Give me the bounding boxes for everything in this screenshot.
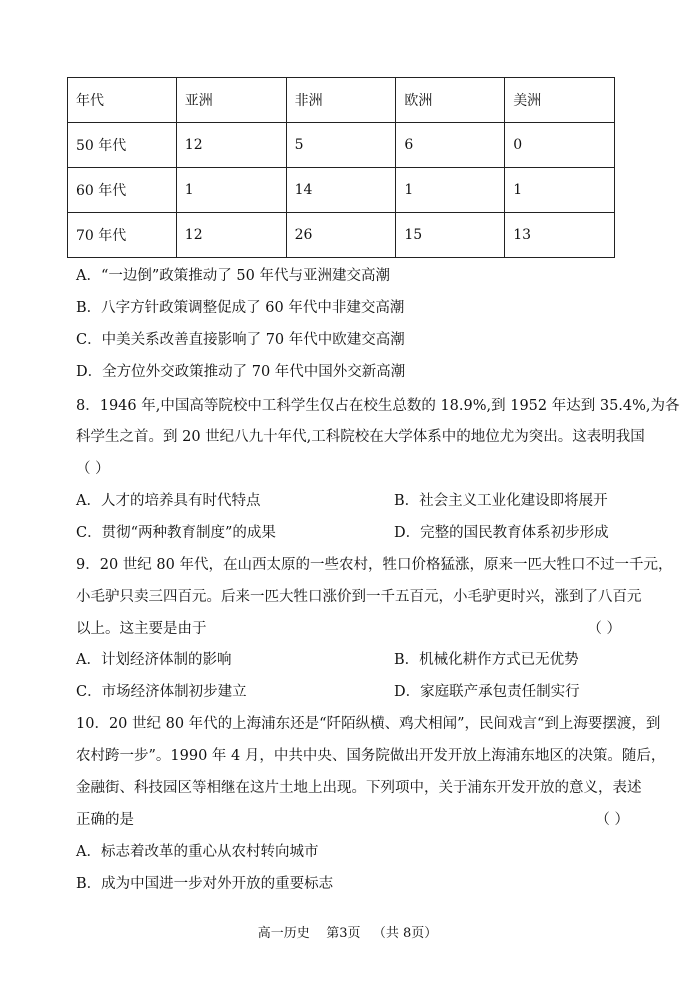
q8-answer-bracket: （ ） (76, 461, 110, 477)
table-header-cell: 年代 (68, 78, 177, 123)
q10-stem-line4 (76, 810, 629, 830)
q8-options-row1 (76, 491, 621, 511)
page-footer: 高一历史 第3页 （共 8页） (257, 926, 438, 941)
table-header-cell: 欧洲 (396, 78, 505, 123)
q9-answer-bracket: （ ） (587, 621, 621, 637)
q7-option-c: C．中美关系改善直接影响了 70 年代中欧建交高潮 (76, 332, 405, 348)
q8-stem-line1: 8．1946 年,中国高等院校中工科学生仅占在校生总数的 18.9%,到 1952 年达到 35.4%,为各 (76, 398, 680, 414)
table-cell: 26 (286, 213, 396, 258)
table-header-cell: 亚洲 (176, 78, 286, 123)
table-cell: 15 (396, 213, 505, 258)
q10-answer-bracket: （ ） (595, 812, 629, 828)
table-header-row (68, 78, 615, 123)
q8-options-row2 (76, 523, 621, 543)
table-row (68, 123, 615, 168)
q10-option-a: A．标志着改革的重心从农村转向城市 (76, 844, 319, 860)
q8-option-a: A．人才的培养具有时代特点 (76, 493, 261, 509)
q9-stem-line3-text: 以上。这主要是由于 (76, 621, 207, 637)
q7-option-d: D．全方位外交政策推动了 70 年代中国外交新高潮 (76, 364, 406, 380)
q7-option-b: B．八字方针政策调整促成了 60 年代中非建交高潮 (76, 300, 405, 316)
q10-stem-line1: 10．20 世纪 80 年代的上海浦东还是“阡陌纵横、鸡犬相闻”，民间戏言“到上海要摆渡，到 (76, 716, 661, 732)
q10-stem-line4-text: 正确的是 (76, 812, 134, 828)
q7-option-a: A．“一边倒”政策推动了 50 年代与亚洲建交高潮 (76, 268, 390, 284)
table-cell: 1 (505, 168, 615, 213)
table-cell: 12 (176, 213, 286, 258)
table-cell: 14 (286, 168, 396, 213)
q8-stem-line2: 科学生之首。到 20 世纪八九十年代,工科院校在大学体系中的地位尤为突出。这表明我国 (76, 429, 645, 445)
table-cell: 6 (396, 123, 505, 168)
q10-stem-line2: 农村跨一步”。1990 年 4 月，中共中央、国务院做出开发开放上海浦东地区的决策。随后， (76, 748, 666, 764)
q8-option-c: C．贯彻“两种教育制度”的成果 (76, 525, 276, 541)
table-cell: 5 (286, 123, 396, 168)
q9-stem-line2: 小毛驴只卖三四百元。后来一匹大牲口涨价到一千五百元，小毛驴更时兴，涨到了八百元 (76, 589, 642, 605)
table-cell: 0 (505, 123, 615, 168)
q10-option-b: B．成为中国进一步对外开放的重要标志 (76, 876, 334, 892)
q8-option-d: D．完整的国民教育体系初步形成 (394, 525, 609, 541)
q8-option-b: B．社会主义工业化建设即将展开 (394, 493, 608, 509)
table-header-cell: 美洲 (505, 78, 615, 123)
q9-option-d: D．家庭联产承包责任制实行 (394, 684, 580, 700)
q9-stem-line1: 9．20 世纪 80 年代，在山西太原的一些农村，牲口价格猛涨，原来一匹大牲口不过一千元， (76, 557, 673, 573)
q10-stem-line3: 金融街、科技园区等相继在这片土地上出现。下列项中，关于浦东开发开放的意义，表述 (76, 780, 642, 796)
q9-option-b: B．机械化耕作方式已无优势 (394, 652, 579, 668)
q9-options-row1 (76, 650, 621, 670)
q9-option-a: A．计划经济体制的影响 (76, 652, 232, 668)
q9-stem-line3 (76, 619, 621, 639)
diplomatic-relations-table (67, 77, 615, 258)
table-cell: 60 年代 (68, 168, 177, 213)
q9-options-row2 (76, 682, 621, 702)
q9-option-c: C．市场经济体制初步建立 (76, 684, 247, 700)
table-row (68, 213, 615, 258)
table-header-cell: 非洲 (286, 78, 396, 123)
table-cell: 70 年代 (68, 213, 177, 258)
table-cell: 50 年代 (68, 123, 177, 168)
table-cell: 1 (396, 168, 505, 213)
table-row (68, 168, 615, 213)
table-cell: 12 (176, 123, 286, 168)
table-cell: 13 (505, 213, 615, 258)
table-cell: 1 (176, 168, 286, 213)
